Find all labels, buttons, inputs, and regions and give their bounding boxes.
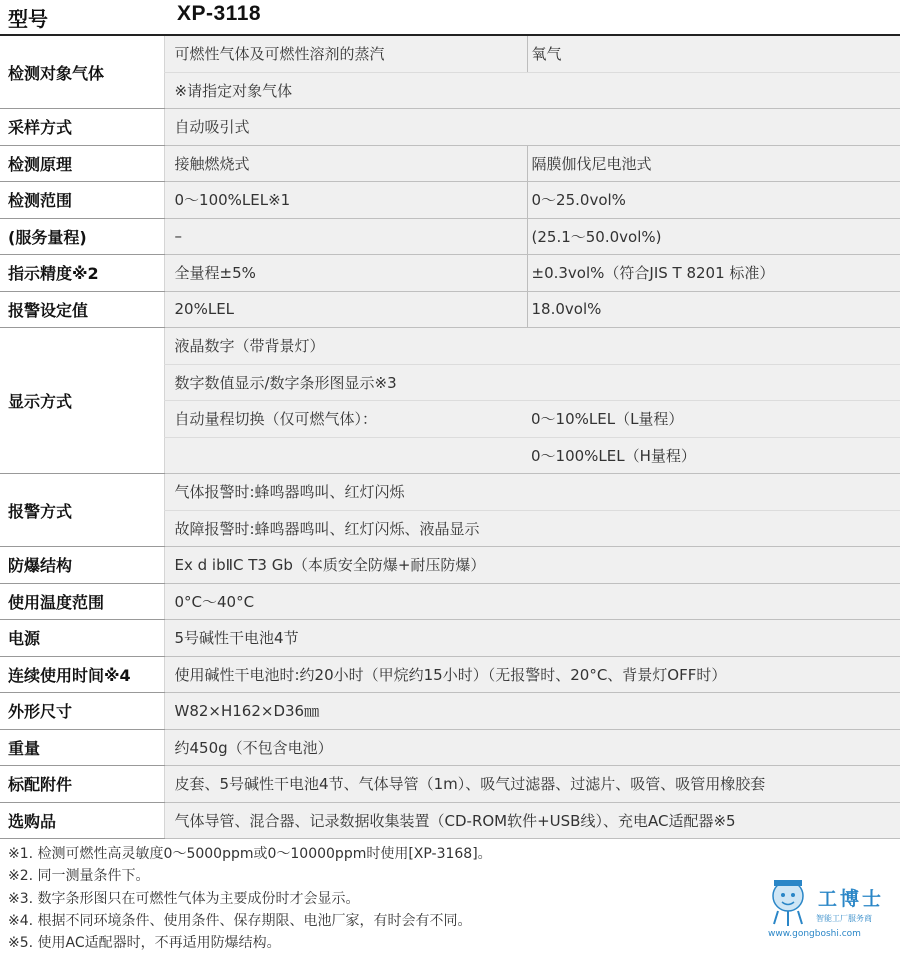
table-row bbox=[0, 620, 900, 657]
row-label: 外形尺寸 bbox=[0, 693, 164, 730]
cell: 0°C～40°C bbox=[164, 583, 900, 620]
footnote: ※1. 检测可燃性高灵敏度0～5000ppm或0～10000ppm时使用[XP-3168]。 bbox=[8, 846, 492, 862]
cell: 故障报警时:蜂鸣器鸣叫、红灯闪烁、液晶显示 bbox=[164, 510, 900, 547]
header bbox=[0, 0, 900, 34]
row-label: 重量 bbox=[0, 729, 164, 766]
table-row bbox=[0, 328, 900, 365]
table-row bbox=[0, 693, 900, 730]
table-row bbox=[0, 109, 900, 146]
table-row bbox=[0, 36, 900, 72]
watermark-logo bbox=[758, 872, 898, 942]
spec-table bbox=[0, 36, 900, 839]
row-label: 连续使用时间※4 bbox=[0, 656, 164, 693]
model-number: XP-3118 bbox=[177, 2, 262, 25]
cell: 液晶数字（带背景灯） bbox=[164, 328, 900, 365]
cell: 自动吸引式 bbox=[164, 109, 900, 146]
cell: 0～10%LEL（L量程） bbox=[527, 401, 900, 438]
cell: 数字数值显示/数字条形图显示※3 bbox=[164, 364, 900, 401]
cell: Ex d ibⅡC T3 Gb（本质安全防爆+耐压防爆） bbox=[164, 547, 900, 584]
watermark-brand: 工博士 bbox=[818, 888, 885, 910]
table-row bbox=[0, 474, 900, 511]
row-label: 指示精度※2 bbox=[0, 255, 164, 292]
row-label: 检测对象气体 bbox=[0, 36, 164, 109]
cell: 气体报警时:蜂鸣器鸣叫、红灯闪烁 bbox=[164, 474, 900, 511]
watermark-tagline: 智能工厂服务商 bbox=[816, 914, 872, 923]
mascot-icon bbox=[764, 876, 812, 928]
table-row bbox=[0, 145, 900, 182]
row-label: 报警方式 bbox=[0, 474, 164, 547]
table-row bbox=[0, 656, 900, 693]
table-row bbox=[0, 291, 900, 328]
cell: 全量程±5% bbox=[164, 255, 527, 292]
footnote: ※5. 使用AC适配器时，不再适用防爆结构。 bbox=[8, 935, 281, 952]
cell: 0～100%LEL（H量程） bbox=[527, 437, 900, 474]
row-label: 防爆结构 bbox=[0, 547, 164, 584]
table-row bbox=[0, 729, 900, 766]
row-label: 报警设定值 bbox=[0, 291, 164, 328]
cell: ±0.3vol%（符合JIS T 8201 标准） bbox=[527, 255, 900, 292]
row-label: 电源 bbox=[0, 620, 164, 657]
cell: W82×H162×D36㎜ bbox=[164, 693, 900, 730]
cell: 5号碱性干电池4节 bbox=[164, 620, 900, 657]
cell: 18.0vol% bbox=[527, 291, 900, 328]
cell: – bbox=[164, 218, 527, 255]
cell: 自动量程切换（仅可燃气体）： bbox=[164, 401, 527, 438]
cell: 接触燃烧式 bbox=[164, 145, 527, 182]
row-label: 检测范围 bbox=[0, 182, 164, 219]
row-label: 显示方式 bbox=[0, 328, 164, 474]
table-row bbox=[0, 255, 900, 292]
cell: 可燃性气体及可燃性溶剂的蒸汽 bbox=[164, 36, 527, 72]
model-label: 型号 bbox=[8, 7, 48, 31]
row-label: 标配附件 bbox=[0, 766, 164, 803]
cell: 氧气 bbox=[527, 36, 900, 72]
cell: 0～25.0vol% bbox=[527, 182, 900, 219]
table-row bbox=[0, 583, 900, 620]
cell: 皮套、5号碱性干电池4节、气体导管（1m）、吸气过滤器、过滤片、吸管、吸管用橡胶套 bbox=[164, 766, 900, 803]
row-label: 使用温度范围 bbox=[0, 583, 164, 620]
table-row bbox=[0, 802, 900, 839]
cell: 约450g（不包含电池） bbox=[164, 729, 900, 766]
cell: 隔膜伽伐尼电池式 bbox=[527, 145, 900, 182]
cell bbox=[164, 437, 527, 474]
footnote: ※3. 数字条形图只在可燃性气体为主要成份时才会显示。 bbox=[8, 890, 360, 907]
table-row bbox=[0, 766, 900, 803]
footnotes bbox=[8, 843, 492, 954]
table-row bbox=[0, 218, 900, 255]
cell: ※请指定对象气体 bbox=[164, 72, 900, 109]
cell: 20%LEL bbox=[164, 291, 527, 328]
footnote: ※4. 根据不同环境条件、使用条件、保存期限、电池厂家，有时会有不同。 bbox=[8, 912, 472, 929]
cell: 使用碱性干电池时:约20小时（甲烷约15小时）（无报警时、20°C、背景灯OFF时） bbox=[164, 656, 900, 693]
cell: 气体导管、混合器、记录数据收集装置（CD-ROM软件+USB线）、充电AC适配器※5 bbox=[164, 802, 900, 839]
cell: (25.1～50.0vol%) bbox=[527, 218, 900, 255]
table-row bbox=[0, 547, 900, 584]
row-label: 检测原理 bbox=[0, 145, 164, 182]
row-label: 选购品 bbox=[0, 802, 164, 839]
footnote: ※2. 同一测量条件下。 bbox=[8, 868, 150, 885]
table-row bbox=[0, 182, 900, 219]
cell: 0～100%LEL※1 bbox=[164, 182, 527, 219]
row-label: 采样方式 bbox=[0, 109, 164, 146]
watermark-url: www.gongboshi.com bbox=[768, 929, 861, 939]
row-label: (服务量程) bbox=[0, 218, 164, 255]
